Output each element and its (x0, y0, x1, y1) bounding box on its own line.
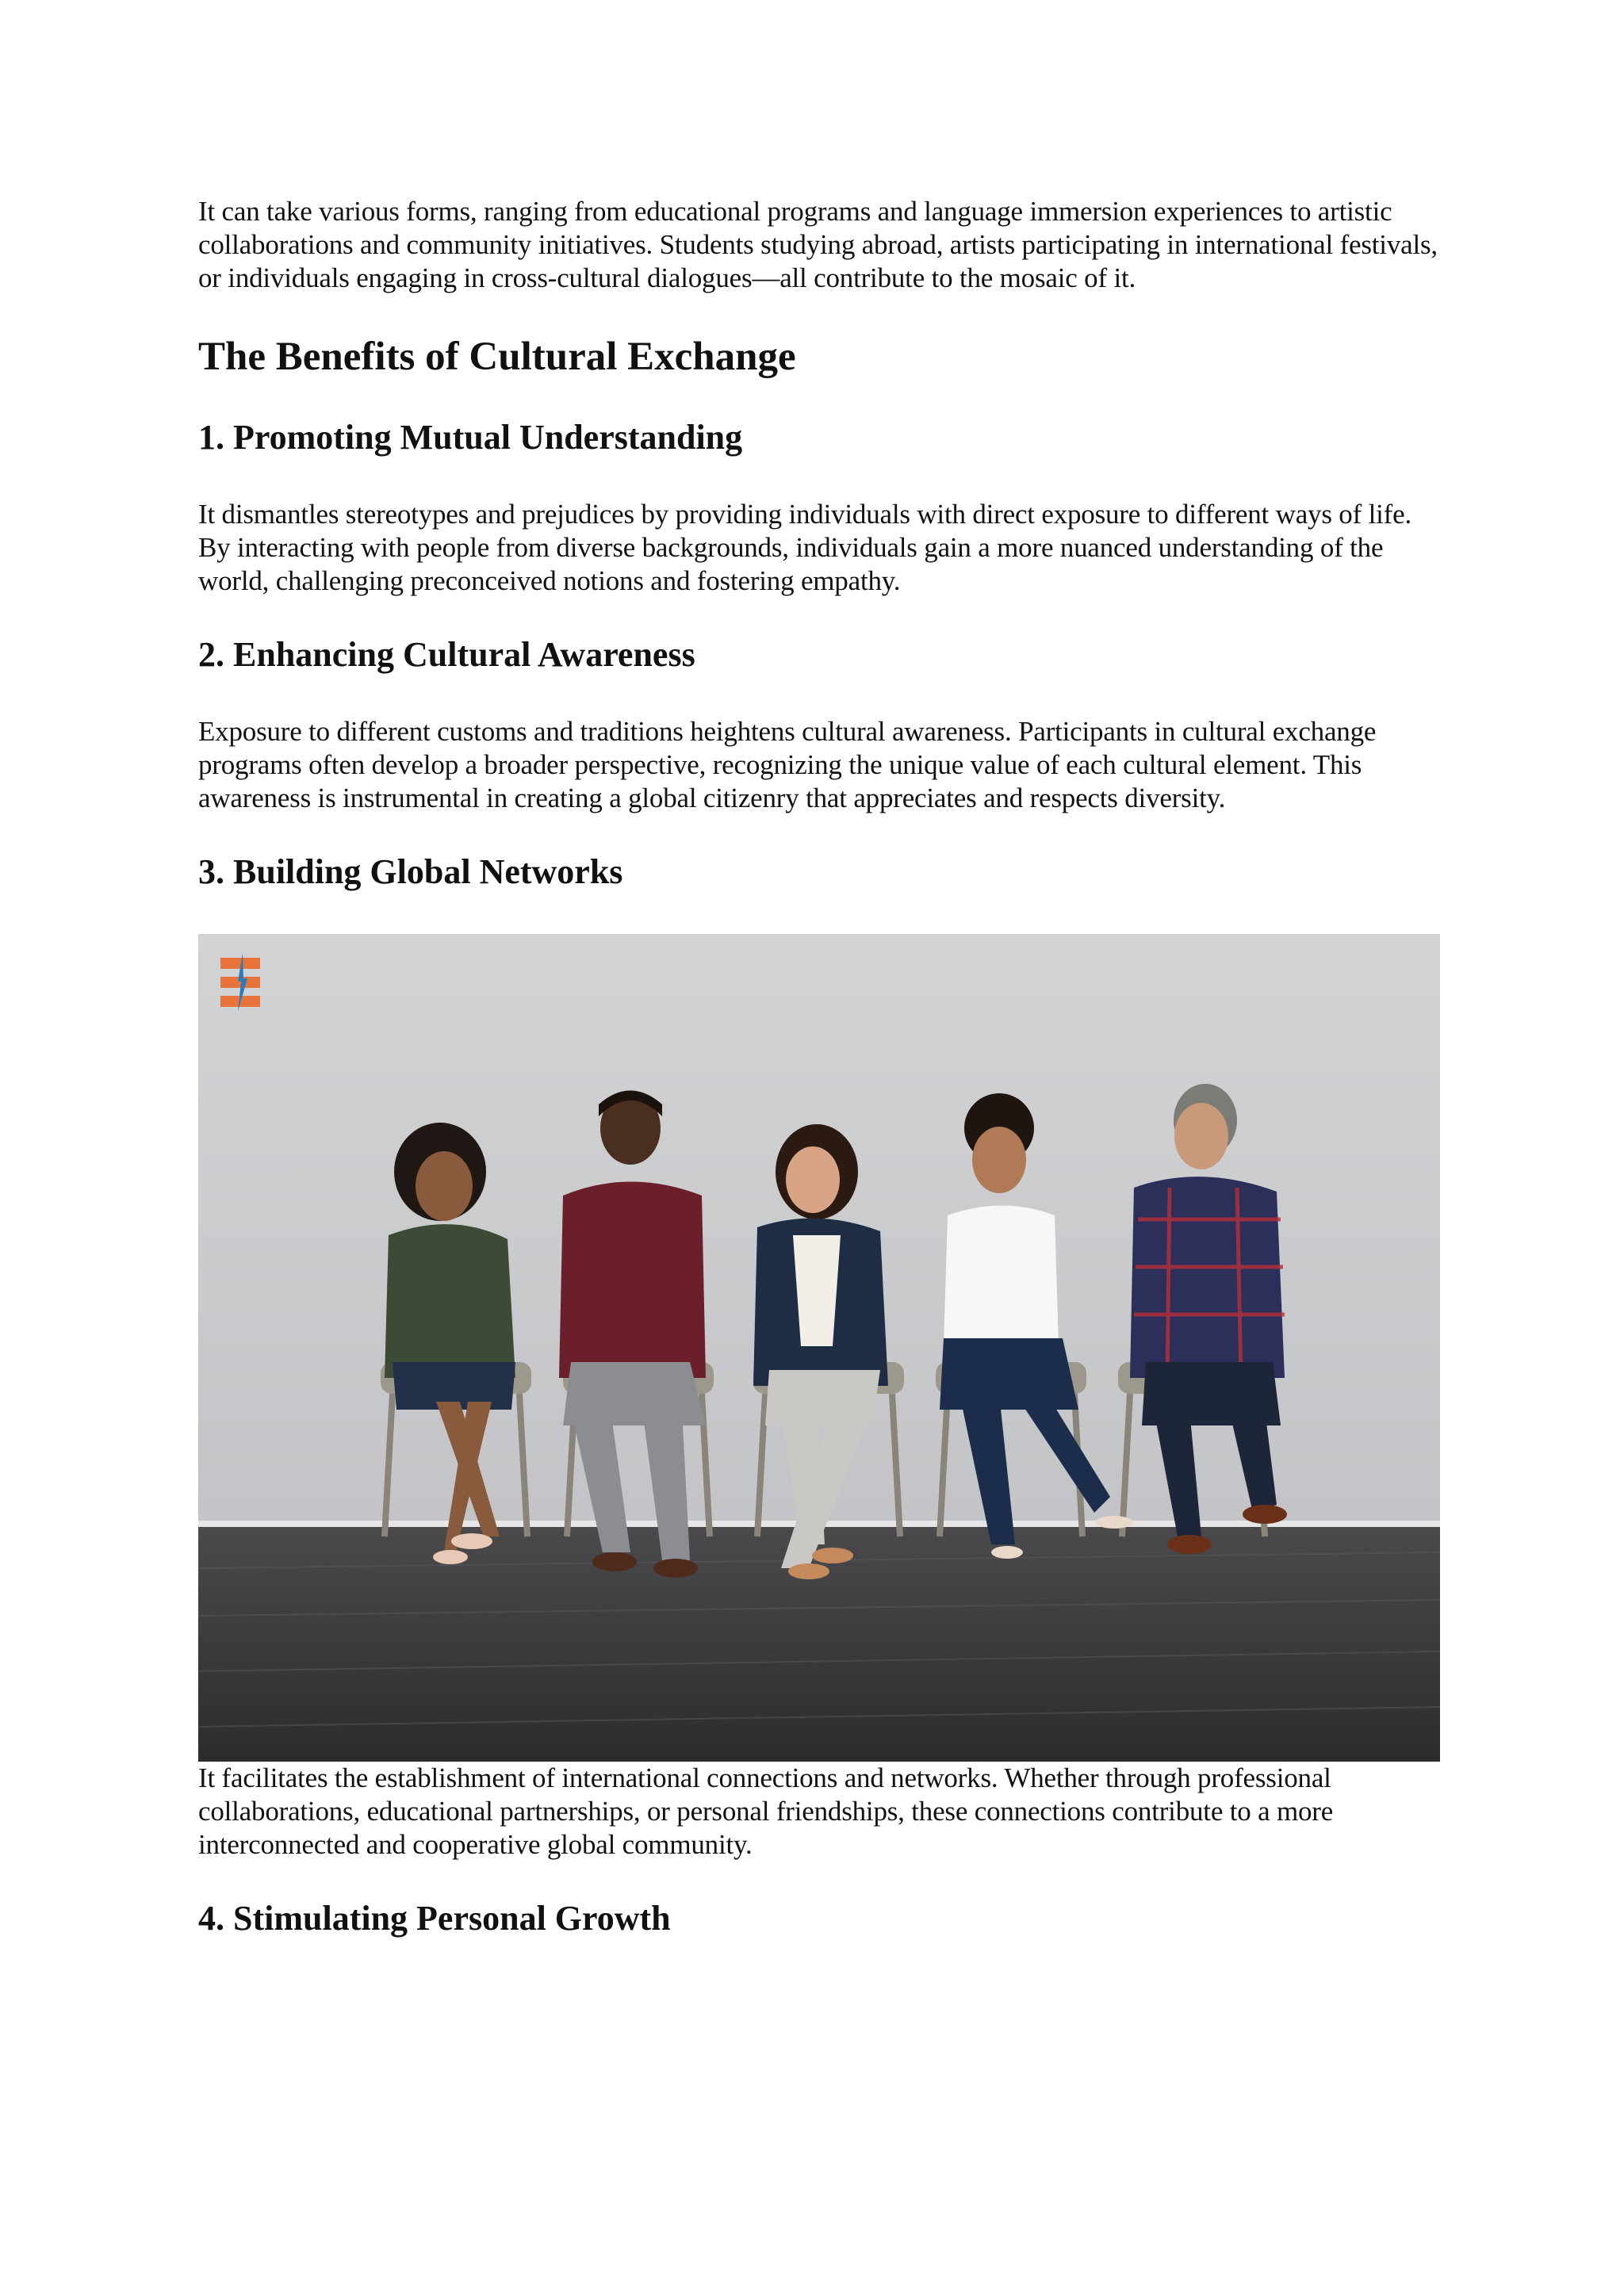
section-heading-3: 3. Building Global Networks (198, 852, 623, 891)
section-heading-1: 1. Promoting Mutual Understanding (198, 418, 743, 457)
section-paragraph-2: Exposure to different customs and traditions heightens cultural awareness. Participants in cultural exchange programs often develop a broader perspective, recognizing the unique value of each cultural element. This awareness is instrumental in creating a global citizenry that appreciates and respects diversity. (198, 716, 1377, 813)
section-heading-4: 4. Stimulating Personal Growth (198, 1899, 671, 1938)
section-heading-2: 2. Enhancing Cultural Awareness (198, 635, 695, 674)
wood-floor (198, 1527, 1440, 1762)
brand-logo-icon (220, 953, 260, 1012)
intro-paragraph: It can take various forms, ranging from educational programs and language immersion experiences to artistic collaborations and community initiatives. Students studying abroad, artists participating in international festivals, or individuals engaging in cross-cultural dialogues—all contribute to the mosaic of it. (198, 196, 1438, 293)
section-paragraph-1: It dismantles stereotypes and prejudices by providing individuals with direct exposure to different ways of life. By interacting with people from diverse backgrounds, individuals gain a more nuanced understanding of the world, challenging preconceived notions and fostering empathy. (198, 499, 1411, 596)
group-photo (198, 934, 1440, 1762)
document-page (198, 195, 1440, 1939)
group-photo-illustration (198, 934, 1440, 1762)
benefits-title: The Benefits of Cultural Exchange (198, 335, 796, 379)
section-paragraph-3: It facilitates the establishment of international connections and networks. Whether through professional collaborations, educational partnerships, or personal friendships, these connections contribute to a more interconnected and cooperative global community. (198, 1762, 1334, 1860)
